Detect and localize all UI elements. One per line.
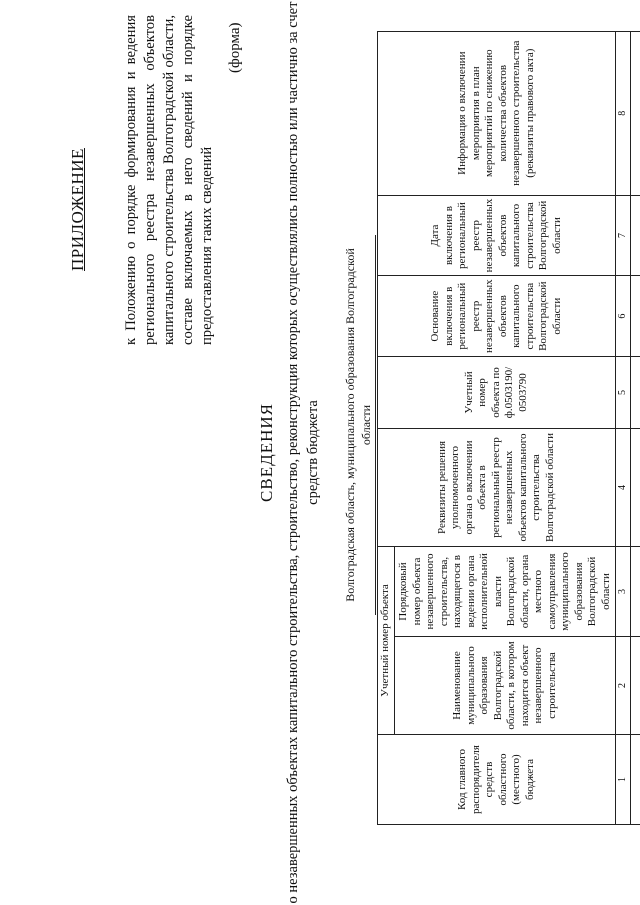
col-header-5: Учетный номер объекта по ф.0503190/ 0503790 [378,357,616,429]
empty-cell [630,195,640,276]
col-header-3: Порядковый номер объекта незавершенного строительства, находящегося в ведении органа исполнительной власти Волгоградской области, органа местного самоуправления муниципального образования Волгоградской области [395,547,616,637]
empty-cell [630,276,640,357]
col-header-2: Наименование муниципального образования Волгоградской области, в котором находится объект незавершенного строительства [395,637,616,735]
empty-cell [630,547,640,637]
empty-cell [630,637,640,735]
empty-cell [630,429,640,547]
empty-cell [630,31,640,195]
col-number: 4 [616,429,631,547]
group-header: Учетный номер объекта [378,547,395,735]
document-subtitle: о незавершенных объектах капитального строительства, строительство, реконструкция которых осуществлялись полностью или частично за счет средств бюджета [285,1,321,904]
col-number: 1 [616,735,631,825]
region-field: Волгоградская область, муниципального образования Волгоградской области [342,235,376,615]
col-number: 7 [616,195,631,276]
col-header-8: Информация о включении мероприятия в план мероприятий по снижению количества объектов незавершенного строительства (реквизиты правового акта) [378,31,616,195]
col-number: 5 [616,357,631,429]
col-header-4: Реквизиты решения уполномоченного органа о включении объекта в региональный реестр незавершенных объектов капитального строительства Волгоградской области [378,429,616,547]
empty-cell [630,735,640,825]
document-title: СВЕДЕНИЯ [257,403,276,502]
form-label: (форма) [227,22,243,73]
col-header-7: Дата включения в региональный реестр незавершенных объектов капитального строительства Волгоградской области [378,195,616,276]
col-number: 2 [616,637,631,735]
appendix-title: ПРИЛОЖЕНИЕ [68,148,87,271]
info-table [377,31,640,825]
col-header-6: Основание включения в региональный реестр незавершенных объектов капитального строительства Волгоградской области [378,276,616,357]
col-number: 3 [616,547,631,637]
col-number: 6 [616,276,631,357]
empty-cell [630,357,640,429]
appendix-text: к Положению о порядке формирования и ведения регионального реестра незавершенных объектов капитального строительства Волгоградской области, составе включаемых в него сведений и порядке предоставления таких сведений [123,15,215,345]
col-number: 8 [616,31,631,195]
col-header-1: Код главного распорядителя средств областного (местного) бюджета [378,735,616,825]
